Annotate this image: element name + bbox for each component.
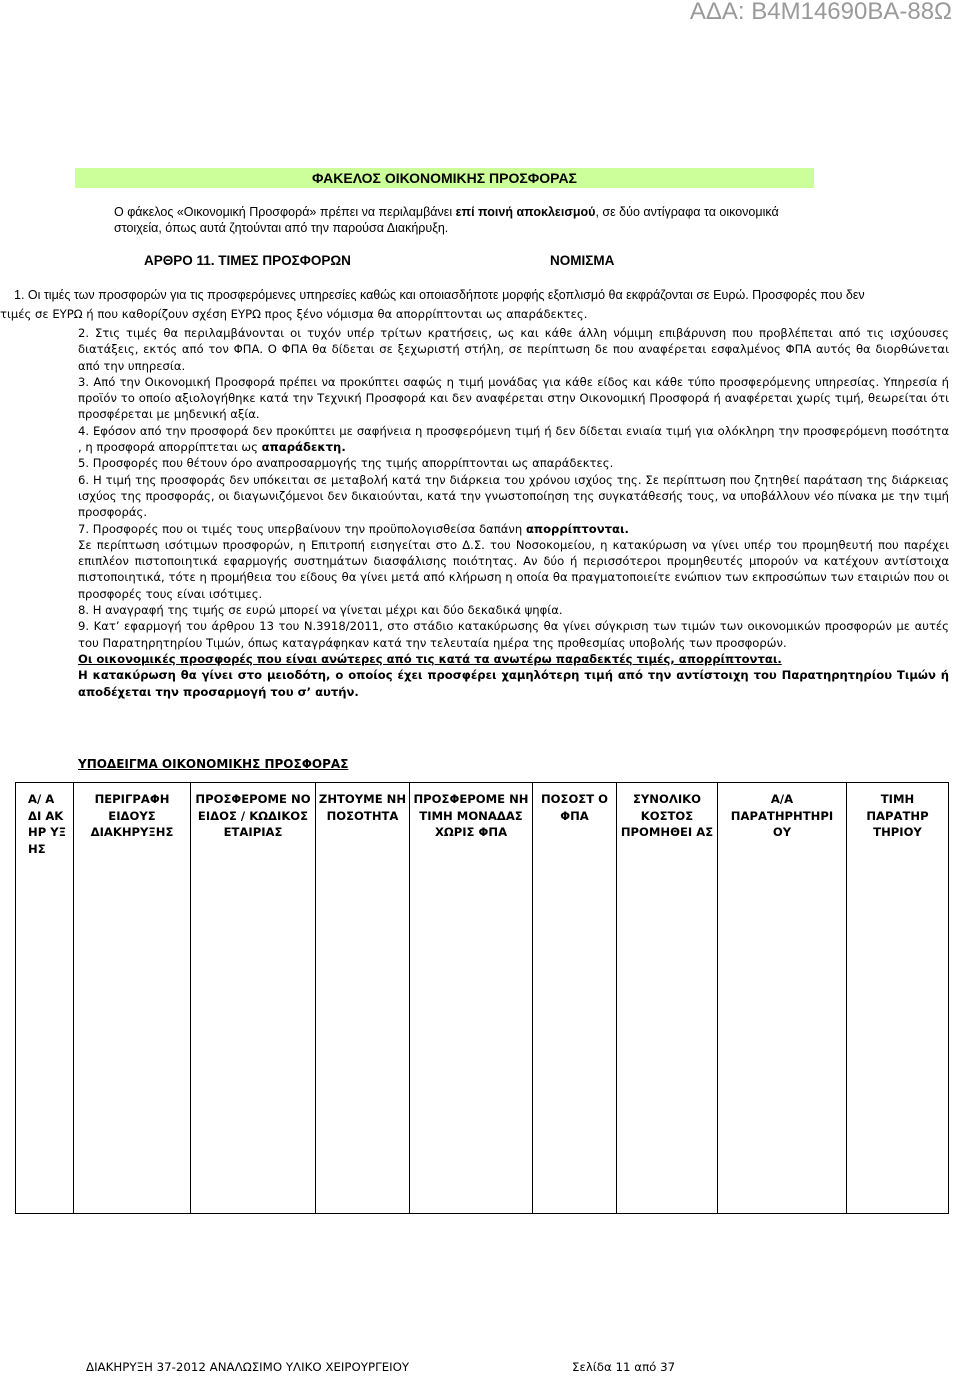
col-header-unit-price: ΠΡΟΣΦΕΡΟΜΕ ΝΗ ΤΙΜΗ ΜΟΝΑΔΑΣ ΧΩΡΙΣ ΦΠΑ	[410, 783, 533, 1214]
footer-left: ΔΙΑΚΗΡΥΞΗ 37-2012 ΑΝΑΛΩΣΙΜΟ ΥΛΙΚΟ ΧΕΙΡΟΥΡΓΕΙΟΥ	[86, 1360, 410, 1374]
para5: 5. Προσφορές που θέτουν όρο αναπροσαρμογής της τιμής απορρίπτονται ως απαράδεκτες.	[78, 456, 614, 471]
para4-bold: απαράδεκτη.	[261, 440, 346, 455]
para7-bold: απορρίπτονται.	[525, 521, 629, 536]
sample-title: ΥΠΟΔΕΙΓΜΑ ΟΙΚΟΝΟΜΙΚΗΣ ΠΡΟΣΦΟΡΑΣ	[78, 757, 349, 771]
offer-table	[15, 782, 949, 1214]
intro-paragraph	[114, 204, 794, 236]
para4	[78, 423, 949, 456]
col-header-description: ΠΕΡΙΓΡΑΦΗ ΕΙΔΟΥΣ ΔΙΑΚΗΡΥΞΗΣ	[74, 783, 191, 1214]
col-header-quantity: ΖΗΤΟΥΜΕ ΝΗ ΠΟΣΟΤΗΤΑ	[316, 783, 410, 1214]
terms-body	[78, 325, 949, 700]
col-header-aa: Α/ Α ΔΙ ΑΚ ΗΡ ΥΞ ΗΣ	[16, 783, 74, 1214]
para7	[78, 521, 949, 537]
para7b: Σε περίπτωση ισότιμων προσφορών, η Επιτροπή εισηγείται στο Δ.Σ. του Νοσοκομείου, η κατακύρωση να γίνει υπέρ του προμηθευτή που παρέχει επιπλέον πιστοποιητικά εφαρμογής συστημάτων διασφάλισης ποιότητας. Αν δύο ή περισσότεροι προμηθευτές μπορούν να κατέχουν αντίστοιχα πιστοποιητικά, τότε η προμήθεια του είδους θα γίνει μετά από κλήρωση η οποία θα πραγματοποιείτε ενώπιον των εκπροσώπων των εταιριών που οι προσφορές τους είναι ισότιμες.	[78, 537, 949, 601]
award-text: Η κατακύρωση θα γίνει στο μειοδότη, ο οποίος έχει προσφέρει χαμηλότερη τιμή από την αντίστοιχη του Παρατηρητηρίου Τιμών ή αποδέχεται την προσαρμογή του σ’ αυτήν.	[78, 668, 949, 699]
para1-line2: τιμές σε ΕΥΡΩ ή που καθορίζουν σχέση ΕΥΡΩ προς ξένο νόμισμα θα απορρίπτονται ως απαράδεκτες.	[0, 307, 588, 321]
para9: 9. Κατ’ εφαρμογή του άρθρου 13 του Ν.3918/2011, στο στάδιο κατακύρωσης θα γίνει σύγκριση των τιμών των οικονομικών προσφορών με αυτές του Παρατηρητηρίου Τιμών, όπως καταγράφηκαν κατά την τελευταία ημέρα της προθεσμίας υποβολής των προσφορών.	[78, 619, 949, 650]
article-title: ΑΡΘΡΟ 11. ΤΙΜΕΣ ΠΡΟΣΦΟΡΩΝ	[144, 253, 351, 268]
col-header-vat: ΠΟΣΟΣΤ Ο ΦΠΑ	[533, 783, 617, 1214]
footer-right: Σελίδα 11 από 37	[572, 1360, 676, 1374]
intro-bold: επί ποινή αποκλεισμού	[455, 205, 596, 219]
para4-text: 4. Εφόσον από την προσφορά δεν προκύπτει με σαφήνεια η προσφερόμενη τιμή ή δεν δίδεται ενιαία τιμή για ολόκληρη την προσφερόμενη ποσότητα , η προσφορά απορρίπτεται ως	[78, 423, 949, 455]
para3: 3. Από την Οικονομική Προσφορά πρέπει να προκύπτει σαφώς η τιμή μονάδας για κάθε είδος και κάθε τύπο προσφερόμενης υπηρεσίας. Υπηρεσία ή προϊόν το οποίο αξιολογήθηκε κατά την Τεχνική Προσφορά και δεν αναφέρεται στην Οικονομική Προσφορά ή αναφέρεται χωρίς τιμή, θεωρείται ότι προσφέρεται με μηδενική αξία.	[78, 374, 949, 422]
intro-text-after: , σε δύο αντίγραφα τα οικονομικά στοιχεία, όπως αυτά ζητούνται από την παρούσα Διακήρυξη.	[114, 205, 779, 235]
banner-title: ΦΑΚΕΛΟΣ ΟΙΚΟΝΟΜΙΚΗΣ ΠΡΟΣΦΟΡΑΣ	[75, 168, 814, 188]
rejection-line	[78, 651, 949, 667]
para1-line1: 1. Οι τιμές των προσφορών για τις προσφερόμενες υπηρεσίες καθώς και οποιασδήποτε μορφής εξοπλισμό θα εκφράζονται σε Ευρώ. Προσφορές που δεν	[14, 288, 865, 302]
col-header-observatory-price: ΤΙΜΗ ΠΑΡΑΤΗΡ ΤΗΡΙΟΥ	[847, 783, 949, 1214]
col-header-total-cost: ΣΥΝΟΛΙΚΟ ΚΟΣΤΟΣ ΠΡΟΜΗΘΕΙ ΑΣ	[617, 783, 718, 1214]
rejection-text: Οι οικονομικές προσφορές που είναι ανώτερες από τις κατά τα ανωτέρω παραδεκτές τιμές, απορρίπτονται.	[78, 651, 782, 666]
col-header-observatory-aa: Α/Α ΠΑΡΑΤΗΡΗΤΗΡΙ ΟΥ	[718, 783, 847, 1214]
para6: 6. Η τιμή της προσφοράς δεν υπόκειται σε μεταβολή κατά την διάρκεια του χρόνου ισχύος της. Σε περίπτωση που ζητηθεί παράταση της διάρκειας ισχύος της προσφοράς, οι διαγωνιζόμενοι δεν δικαιούνται, κατά την γνωστοποίηση της συγκατάθεσής τους, να υποβάλλουν νέο πίνακα με την τιμή προσφοράς.	[78, 472, 949, 520]
ada-code: ΑΔΑ: Β4Μ14690ΒΑ-88Ω	[689, 0, 952, 25]
para8: 8. Η αναγραφή της τιμής σε ευρώ μπορεί να γίνεται μέχρι και δύο δεκαδικά ψηφία.	[78, 603, 563, 618]
para2: 2. Στις τιμές θα περιλαμβάνονται οι τυχόν υπέρ τρίτων κρατήσεις, ως και κάθε άλλη νόμιμη επιβάρυνση που προβλέπεται από τις ισχύουσες διατάξεις, εκτός από τον ΦΠΑ. Ο ΦΠΑ θα δίδεται σε ξεχωριστή στήλη, σε περίπτωση δε που αναφέρεται εσφαλμένος ΦΠΑ αυτός θα διορθώνεται από την υπηρεσία.	[78, 326, 949, 373]
para7-text: 7. Προσφορές που οι τιμές τους υπερβαίνουν την προϋπολογισθείσα δαπάνη	[78, 521, 526, 536]
col-header-offered-item: ΠΡΟΣΦΕΡΟΜΕ ΝΟ ΕΙΔΟΣ / ΚΩΔΙΚΟΣ ΕΤΑΙΡΙΑΣ	[191, 783, 316, 1214]
table-header-row	[16, 783, 949, 1214]
currency-title: ΝΟΜΙΣΜΑ	[550, 253, 615, 268]
intro-text-before: Ο φάκελος «Οικονομική Προσφορά» πρέπει να περιλαμβάνει	[114, 205, 456, 219]
award-line	[78, 667, 949, 700]
